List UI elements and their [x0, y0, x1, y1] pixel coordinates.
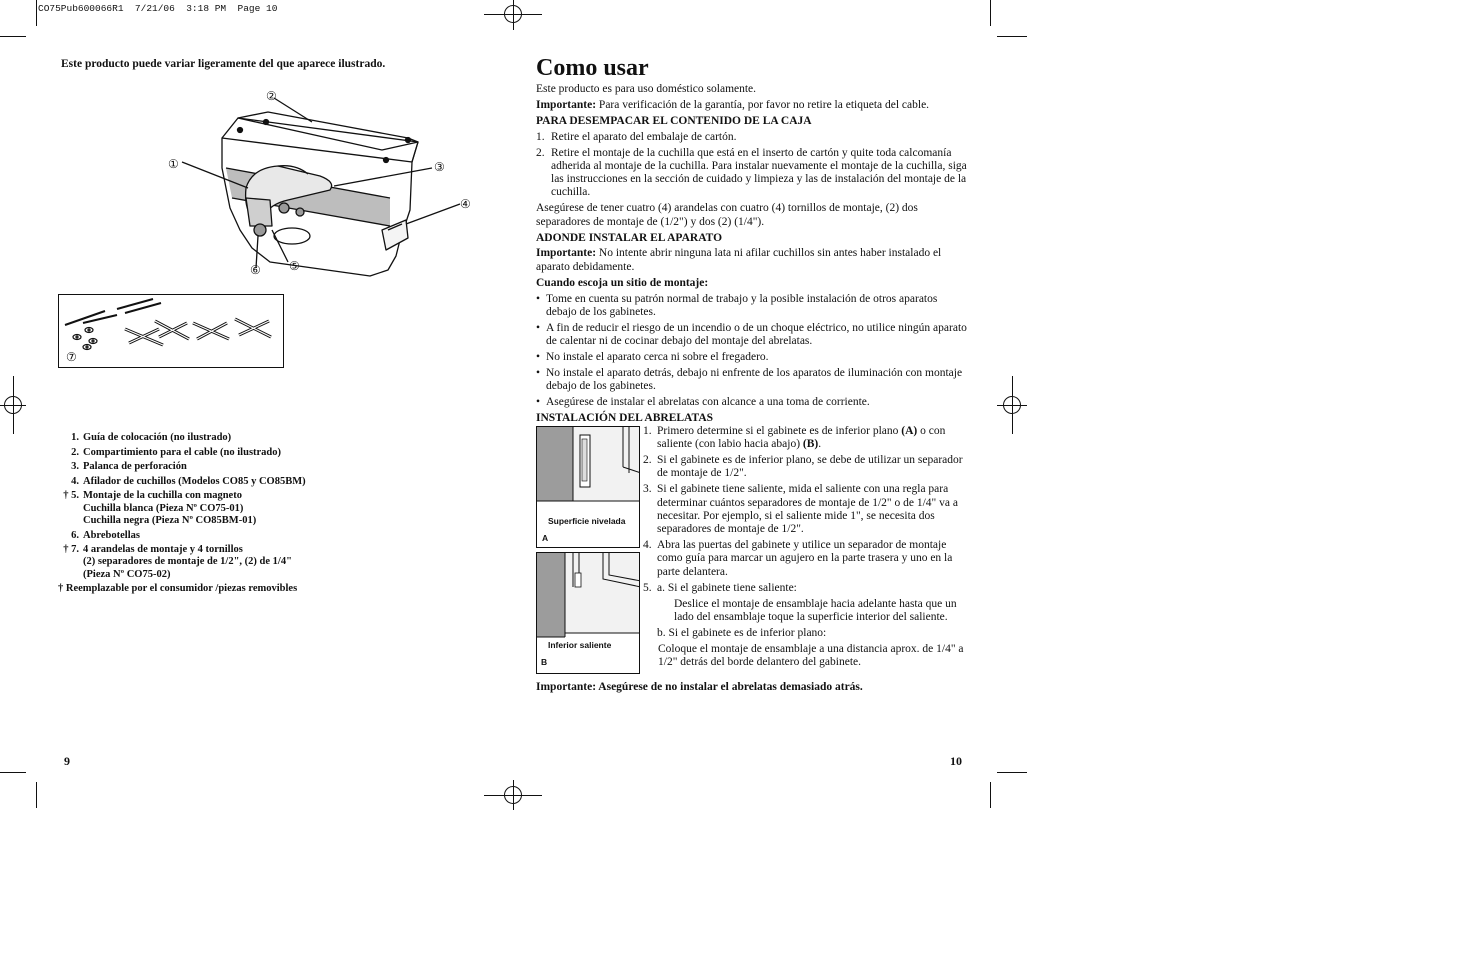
step-text: a. Si el gabinete tiene saliente: [657, 581, 797, 594]
unpack-steps [536, 131, 968, 200]
important-install [536, 247, 968, 274]
page-number-left: 9 [64, 754, 70, 768]
sub-step-text: Deslice el montaje de ensamblaje hacia adelante hasta que un lado del ensamblaje toque la superficie interior del saliente. [674, 597, 957, 623]
callout-4: ④ [460, 197, 471, 211]
figure-ref-a: (A) [901, 425, 918, 437]
part-item [58, 530, 438, 542]
important-label: Importante: [536, 98, 597, 111]
important-label: Importante: [536, 247, 597, 260]
list-item: 3. Si el gabinete tiene saliente, mida el saliente con una regla para determinar cuántos separadores de montaje de 1/2" o de 1/4" va a necesitar. Por ejemplo, si el saliente mide 1", se necesita dos separadores de montaje de 1/2". [643, 483, 968, 536]
bullet-text: No instale el aparato cerca ni sobre el fregadero. [546, 350, 769, 363]
lipped-cabinet-illustration [537, 553, 640, 674]
figure-b [536, 552, 640, 674]
footnote-text: † Reemplazable por el consumidor /piezas removibles [58, 583, 298, 595]
install-heading: INSTALACIÓN DEL ABRELATAS [536, 411, 714, 424]
intro-text: Este producto es para uso doméstico solamente. [536, 83, 757, 95]
list-item [536, 131, 968, 144]
part-item [58, 461, 438, 473]
list-item: 5. a. Si el gabinete tiene saliente: [643, 581, 797, 594]
part-label: 4 arandelas de montaje y 4 tornillos [83, 544, 243, 556]
part-item [58, 490, 438, 527]
final-important: Importante: Asegúrese de no instalar el abrelatas demasiado atrás. [536, 681, 863, 693]
sub-step: b. Si el gabinete es de inferior plano: [657, 626, 827, 639]
important-text: No intente abrir ninguna lata ni afilar cuchillos sin antes haber instalado el aparato debidamente. [536, 247, 942, 273]
part-item [58, 544, 438, 581]
list-item: • Asegúrese de instalar el abrelatas con alcance a una toma de corriente. [536, 395, 870, 408]
part-number: 4. [71, 475, 79, 487]
sub-step-text: Coloque el montaje de ensamblaje a una distancia aprox. de 1/4" a 1/2" detrás del borde delantero del gabinete. [658, 642, 964, 668]
list-item: 4. Abra las puertas del gabinete y utilice un separador de montaje como guía para marcar un agujero en la parte trasera y uno en la parte delantera. [643, 539, 968, 579]
page-title: Como usar [536, 55, 649, 81]
list-item: 1. Primero determine si el gabinete es de inferior plano (A) o con saliente (con labio hacia abajo) (B). [643, 425, 968, 452]
part-number: 3. [71, 461, 79, 473]
unpack-heading: PARA DESEMPACAR EL CONTENIDO DE LA CAJA [536, 114, 812, 127]
part-label: Guía de colocación (no ilustrado) [83, 432, 232, 443]
ensure-text: Asegúrese de tener cuatro (4) arandelas con cuatro (4) tornillos de montaje, (2) dos separadores de montaje de (1/2") y dos (2) (1/4"). [536, 202, 918, 228]
flat-cabinet-illustration [537, 427, 640, 548]
step-text-part: . [818, 438, 822, 451]
part-number: 6. [71, 529, 79, 541]
part-label: Afilador de cuchillos (Modelos CO85 y CO85BM) [83, 475, 306, 487]
figure-a-letter: A [542, 533, 549, 543]
bullet-text: Asegúrese de instalar el abrelatas con alcance a una toma de corriente. [546, 395, 870, 408]
important-warranty [536, 99, 968, 112]
mounting-hardware-illustration [59, 295, 283, 367]
list-item [536, 147, 968, 200]
choose-heading: Cuando escoja un sitio de montaje: [536, 276, 709, 289]
important-text: Para verificación de la garantía, por favor no retire la etiqueta del cable. [596, 98, 930, 111]
mounting-bullets [536, 293, 968, 410]
step-text: Retire el montaje de la cuchilla que está en el inserto de cartón y quite toda calcomanía adherida al montaje de la cuchilla. Para instalar nuevamente el montaje de la cuchilla, siga las instrucciones en la sección de cuidado y limpieza y las de instalación del montaje de la cuchilla. [551, 146, 967, 199]
part-number: 1. [71, 432, 79, 443]
list-item: • No instale el aparato cerca ni sobre el fregadero. [536, 350, 769, 363]
step-text [657, 425, 968, 452]
instructions-body [536, 83, 968, 428]
where-heading: ADONDE INSTALAR EL APARATO [536, 231, 723, 244]
part-number: † 7. [63, 544, 79, 556]
part-item [58, 432, 438, 444]
bullet-text: A fin de reducir el riesgo de un incendio o de un choque eléctrico, no utilice ningún aparato de calentar ni de cocinar debajo del montaje del abrelatas. [546, 321, 967, 347]
callout-7: ⑦ [66, 350, 77, 364]
list-item: 2. Si el gabinete es de inferior plano, se debe de utilizar un separador de montaje de 1/2". [643, 454, 968, 481]
list-item: • No instale el aparato detrás, debajo ni enfrente de los aparatos de iluminación con montaje debajo de los gabinetes. [536, 367, 968, 394]
list-item: • A fin de reducir el riesgo de un incendio o de un choque eléctrico, no utilice ningún aparato de calentar ni de cocinar debajo del montaje del abrelatas. [536, 321, 967, 347]
callout-2: ② [266, 89, 277, 103]
figure-b-letter: B [541, 657, 548, 667]
parts-list [58, 432, 438, 598]
mounting-hardware-box [58, 294, 284, 368]
parts-footnote [58, 583, 438, 595]
step-number: 2. [536, 146, 545, 159]
part-item [58, 447, 438, 459]
bullet-text: Tome en cuenta su patrón normal de trabajo y la posible instalación de otros aparatos debajo de los gabinetes. [546, 292, 938, 318]
step-text: Si el gabinete es de inferior plano, se debe de utilizar un separador de montaje de 1/2". [657, 454, 963, 480]
part-label: Compartimiento para el cable (no ilustrado) [83, 446, 282, 458]
figure-a-caption: Superficie nivelada [548, 516, 626, 526]
list-item: • Tome en cuenta su patrón normal de trabajo y la posible instalación de otros aparatos debajo de los gabinetes. [536, 293, 968, 320]
bullet-text: No instale el aparato detrás, debajo ni enfrente de los aparatos de iluminación con montaje debajo de los gabinetes. [546, 366, 963, 393]
step-text-part: Primero determine si el gabinete es de inferior plano [657, 425, 902, 437]
part-item [58, 476, 438, 488]
part-label: Cuchilla negra (Pieza Nº CO85BM-01) [83, 514, 257, 526]
installation-steps [643, 425, 968, 672]
figure-a [536, 426, 640, 548]
part-label: Cuchilla blanca (Pieza Nº CO75-01) [83, 502, 244, 514]
callout-5: ⑤ [289, 259, 300, 273]
step-text: Si el gabinete tiene saliente, mida el saliente con una regla para determinar cuántos separadores de montaje de 1/2" o de 1/4" va a necesitar. Por ejemplo, si el saliente mide 1", se necesita dos separadores de montaje de 1/2". [657, 483, 958, 536]
callout-1: ① [168, 157, 179, 171]
part-label: Palanca de perforación [83, 461, 187, 473]
print-slug: CO75Pub600066R1 7/21/06 3:18 PM Page 10 [38, 3, 278, 14]
step-text: Abra las puertas del gabinete y utilice un separador de montaje como guía para marcar un agujero en la parte trasera y uno en la parte delantera. [657, 539, 953, 578]
part-number: † 5. [63, 490, 79, 502]
part-label: Montaje de la cuchilla con magneto [83, 490, 242, 502]
figure-ref-b: (B) [802, 438, 819, 451]
step-text-part: o con saliente (con labio hacia abajo) [657, 425, 946, 451]
part-number: 2. [71, 446, 79, 458]
part-label: Abrebotellas [83, 529, 140, 541]
callout-6: ⑥ [250, 263, 261, 277]
step-number: 1. [536, 130, 545, 143]
figure-b-caption: Inferior saliente [548, 640, 612, 650]
can-opener-illustration [160, 80, 490, 280]
callout-3: ③ [434, 160, 445, 174]
part-label: (2) separadores de montaje de 1/2", (2) de 1/4" [83, 556, 292, 568]
page-number-right: 10 [950, 754, 962, 768]
illustration-note: Este producto puede variar ligeramente del que aparece ilustrado. [61, 58, 386, 70]
part-label: (Pieza Nº CO75-02) [83, 568, 171, 580]
step-text: Retire el aparato del embalaje de cartón. [551, 130, 737, 143]
